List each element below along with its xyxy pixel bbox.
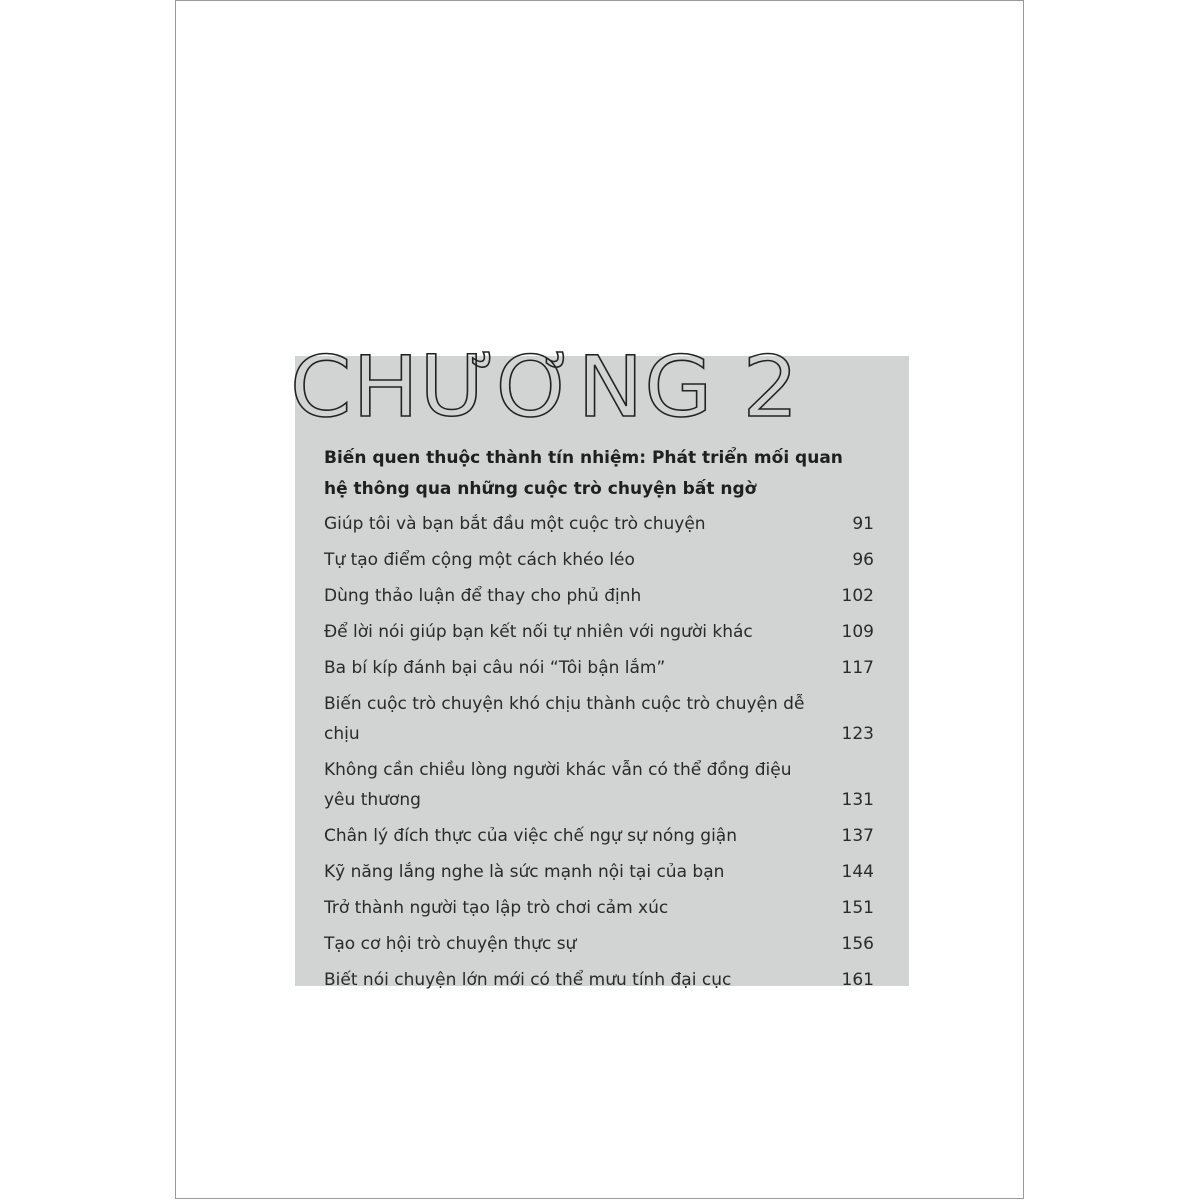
toc-entry-page: 156 [841, 934, 874, 954]
toc-entry-page: 91 [852, 514, 874, 534]
toc-entry [324, 965, 878, 995]
toc-entry-title: Biết nói chuyện lớn mới có thể mưu tính đại cục [324, 970, 732, 990]
toc-entry-page: 123 [841, 724, 874, 744]
toc-entry-page: 117 [841, 658, 874, 678]
toc-entry-title: Dùng thảo luận để thay cho phủ định [324, 586, 642, 606]
toc-entry-title: Không cần chiều lòng người khác vẫn có thể đồng điệu yêu thương [324, 760, 792, 810]
toc-entry [324, 689, 878, 749]
toc-entry-page: 131 [841, 790, 874, 810]
toc-entry [324, 857, 878, 887]
toc-entry-title: Giúp tôi và bạn bắt đầu một cuộc trò chuyện [324, 514, 706, 534]
toc-entry-page: 144 [841, 862, 874, 882]
toc-entry-page: 151 [841, 898, 874, 918]
toc-list [324, 509, 878, 1001]
toc-entry [324, 581, 878, 611]
toc-entry-title: Trở thành người tạo lập trò chơi cảm xúc [324, 898, 669, 918]
toc-entry [324, 545, 878, 575]
toc-entry [324, 821, 878, 851]
toc-entry [324, 893, 878, 923]
toc-entry [324, 929, 878, 959]
toc-entry-page: 109 [841, 622, 874, 642]
toc-entry-page: 137 [841, 826, 874, 846]
toc-entry [324, 653, 878, 683]
toc-entry-title: Kỹ năng lắng nghe là sức mạnh nội tại của bạn [324, 862, 725, 882]
toc-entry-page: 161 [841, 970, 874, 990]
chapter-title-text: CHƯƠNG 2 [290, 338, 800, 436]
toc-entry [324, 617, 878, 647]
toc-entry-title: Để lời nói giúp bạn kết nối tự nhiên với người khác [324, 622, 753, 642]
toc-entry-title: Ba bí kíp đánh bại câu nói “Tôi bận lắm” [324, 658, 666, 678]
chapter-subtitle: Biến quen thuộc thành tín nhiệm: Phát triển mối quan hệ thông qua những cuộc trò chuyện bất ngờ [324, 448, 843, 499]
chapter-title [290, 340, 799, 435]
toc-entry-title: Tự tạo điểm cộng một cách khéo léo [324, 550, 635, 570]
toc-entry [324, 755, 878, 815]
toc-entry-title: Chân lý đích thực của việc chế ngự sự nóng giận [324, 826, 737, 846]
toc-entry-page: 96 [852, 550, 874, 570]
toc-entry-page: 102 [841, 586, 874, 606]
toc-entry-title: Biến cuộc trò chuyện khó chịu thành cuộc trò chuyện dễ chịu [324, 694, 805, 744]
toc-entry [324, 509, 878, 539]
toc-entry-title: Tạo cơ hội trò chuyện thực sự [324, 934, 577, 954]
